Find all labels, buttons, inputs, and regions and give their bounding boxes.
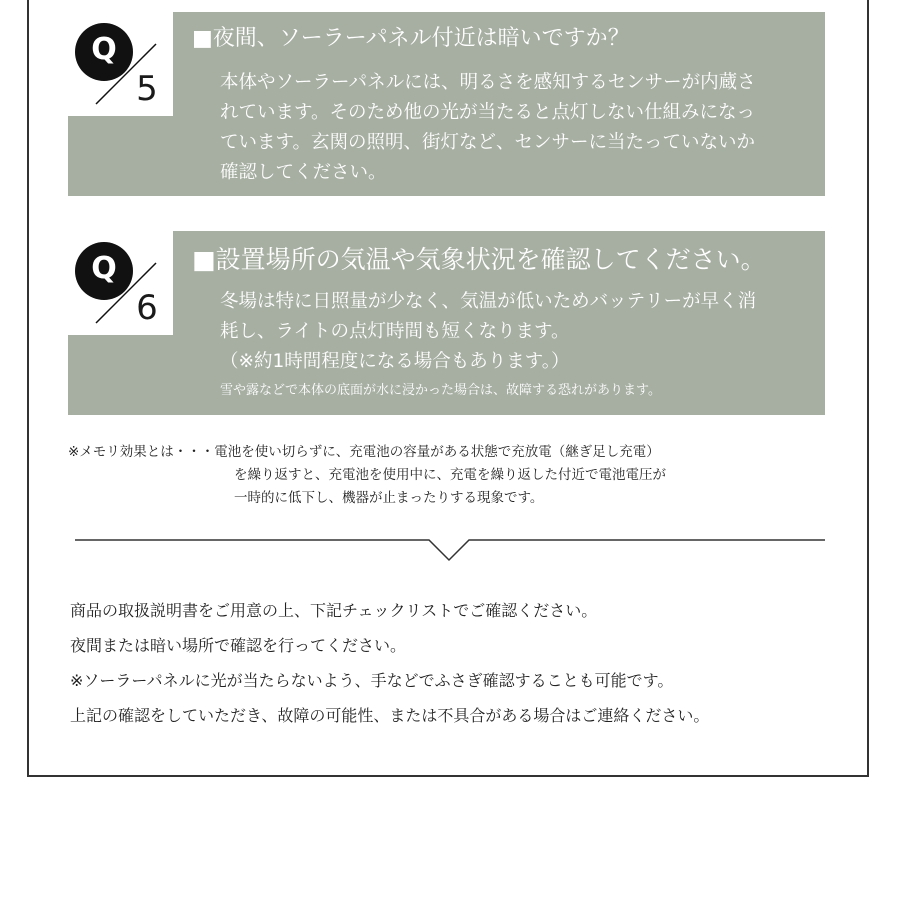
answer-text [220,68,810,188]
memo-line: 一時的に低下し、機器が止まったりする現象です。 [234,490,544,506]
question-number: 5 [136,69,158,109]
checklist-line: ※ソーラーパネルに光が当たらないよう、手などでふさぎ確認することも可能です。 [70,671,674,690]
answer-line: 耗し、ライトの点灯時間も短くなります。 [220,321,570,342]
answer-line: 冬場は特に日照量が少なく、気温が低いためバッテリーが早く消 [220,291,757,312]
answer-note: 雪や露などで本体の底面が水に浸かった場合は、故障する恐れがあります。 [220,383,661,398]
memo-line: を繰り返すと、充電池を使用中に、充電を繰り返した付近で電池電圧が [234,467,666,483]
answer-line: 本体やソーラーパネルには、明るさを感知するセンサーが内蔵さ [220,72,756,93]
checklist-line: 夜間または暗い場所で確認を行ってください。 [70,636,407,655]
answer-line: れています。そのため他の光が当たると点灯しない仕組みになっ [220,102,756,123]
badge-letter: Q [91,251,117,286]
answer-line: （※約1時間程度になる場合もあります。） [220,351,570,372]
question-badge [74,238,174,338]
badge-letter: Q [91,32,117,67]
answer-line: ています。玄関の照明、街灯など、センサーに当たっていないか [220,132,756,153]
memo-line: ※メモリ効果とは・・・電池を使い切らずに、充電池の容量がある状態で充放電（継ぎ足し充電） [68,444,660,460]
faq-item-q6 [68,231,825,415]
memory-effect-note [68,441,666,510]
question-title: ■夜間、ソーラーパネル付近は暗いですか？ [192,26,630,51]
section-divider [75,528,827,568]
answer-text [220,287,810,401]
checklist-text [70,593,709,733]
question-badge [74,19,174,119]
faq-item-q5 [68,12,825,196]
question-number: 6 [136,288,158,328]
answer-line: 確認してください。 [220,162,387,183]
checklist-line: 上記の確認をしていただき、故障の可能性、または不具合がある場合はご連絡ください。 [70,706,710,725]
question-title: ■設置場所の気温や気象状況を確認してください。 [192,245,766,274]
divider-line [75,540,825,560]
checklist-line: 商品の取扱説明書をご用意の上、下記チェックリストでご確認ください。 [70,601,598,620]
